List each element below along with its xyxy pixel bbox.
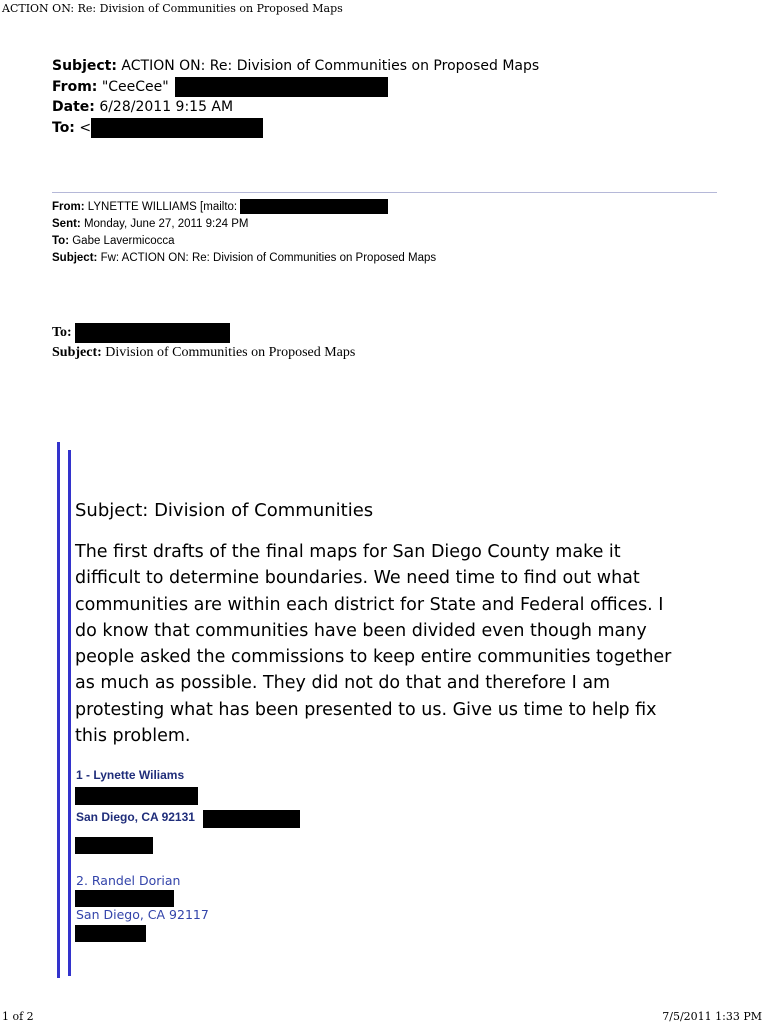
header-subject-row (52, 56, 539, 77)
quote-bar-inner (68, 450, 71, 976)
subject-value: ACTION ON: Re: Division of Communities on Proposed Maps (121, 58, 540, 74)
header-divider (52, 192, 717, 193)
email-header-original (52, 323, 355, 363)
orig-to-row (52, 323, 355, 343)
message-body-block (75, 500, 675, 749)
page-number: 1 of 2 (2, 1010, 34, 1023)
signature-2-name: 2. Randel Dorian (76, 873, 181, 888)
signature-1-name: 1 - Lynette Wiliams (76, 768, 185, 782)
fwd-subject-value: Fw: ACTION ON: Re: Division of Communities on Proposed Maps (100, 252, 437, 264)
header-from-row (52, 77, 539, 98)
redaction-block (75, 787, 198, 805)
page-header-title: ACTION ON: Re: Division of Communities on Proposed Maps (2, 2, 343, 15)
orig-subject-label: Subject: (52, 345, 102, 361)
fwd-to-value: Gabe Lavermicocca (72, 235, 175, 247)
from-value: "CeeCee" (101, 78, 169, 95)
message-subject: Subject: Division of Communities (75, 500, 374, 521)
subject-label: Subject: (52, 58, 117, 74)
fwd-sent-row (52, 216, 436, 233)
print-timestamp: 7/5/2011 1:33 PM (662, 1010, 762, 1023)
fwd-sent-value: Monday, June 27, 2011 9:24 PM (83, 218, 249, 230)
signature-1-city-text: San Diego, CA 92131 (76, 810, 195, 824)
to-value: < (79, 119, 92, 136)
fwd-subject-row (52, 250, 436, 267)
redaction-block (75, 890, 174, 907)
redaction-block (91, 118, 263, 138)
fwd-from-value: LYNETTE WILLIAMS [mailto: (87, 201, 238, 213)
fwd-from-label: From: (52, 201, 85, 213)
signature-1-city (76, 810, 195, 824)
signature-2-city: San Diego, CA 92117 (76, 907, 209, 922)
redaction-block (75, 837, 153, 854)
quote-bar-outer (57, 442, 60, 978)
redaction-block (240, 199, 388, 214)
fwd-to-row (52, 233, 436, 250)
from-label: From: (52, 78, 98, 95)
fwd-sent-label: Sent: (52, 218, 81, 230)
message-body: The first drafts of the final maps for San Diego County make it difficult to determine boundaries. We need time to find out what communities are within each district for State and Federal offices. I do know that communities have been divided even though many people asked the commissions to keep entire communities together as much as possible. They did not do that and therefore I am protesting what has been presented to us. Give us time to help fix this problem. (75, 542, 672, 747)
header-to-row (52, 118, 539, 139)
orig-subject-value: Division of Communities on Proposed Maps (105, 345, 356, 361)
fwd-from-row (52, 199, 436, 216)
orig-subject-row (52, 343, 355, 363)
email-header-forwarded (52, 199, 436, 267)
date-label: Date: (52, 99, 95, 115)
date-value: 6/28/2011 9:15 AM (99, 99, 234, 115)
redaction-block (75, 925, 146, 942)
email-header-outer (52, 56, 539, 138)
redaction-block (75, 323, 230, 343)
redaction-block (203, 810, 300, 828)
fwd-to-label: To: (52, 235, 70, 247)
header-date-row (52, 97, 539, 118)
to-label: To: (52, 119, 75, 136)
fwd-subject-label: Subject: (52, 252, 98, 264)
redaction-block (175, 77, 388, 97)
orig-to-label: To: (52, 325, 72, 341)
